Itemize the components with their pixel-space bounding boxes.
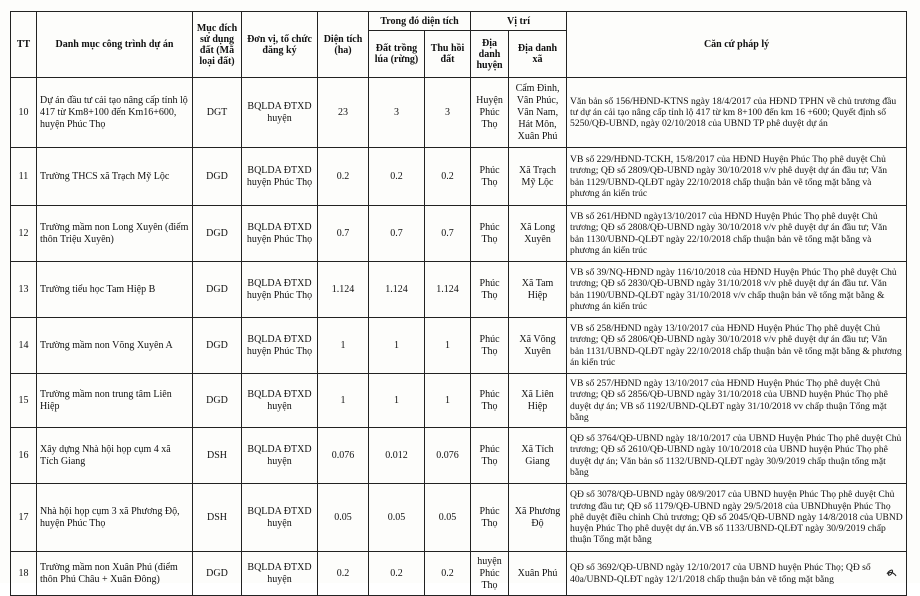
cell-area: 0.05 (318, 484, 369, 552)
cell-area: 0.076 (318, 428, 369, 484)
cell-rice-land: 0.012 (369, 428, 425, 484)
cell-area: 0.2 (318, 552, 369, 596)
cell-tt: 18 (11, 552, 37, 596)
cell-registering-unit: BQLDA ĐTXD huyện (242, 484, 318, 552)
cell-commune: Xã Trạch Mỹ Lộc (509, 148, 567, 206)
cell-area: 23 (318, 78, 369, 148)
table-row (11, 552, 907, 596)
cell-recovered-land: 0.05 (425, 484, 471, 552)
cell-rice-land: 3 (369, 78, 425, 148)
cell-land-purpose: DGD (193, 552, 242, 596)
cell-registering-unit: BQLDA ĐTXD huyện (242, 552, 318, 596)
cell-rice-land: 1.124 (369, 262, 425, 318)
cell-legal-basis: VB số 39/NQ-HĐND ngày 116/10/2018 của HĐND Huyện Phúc Thọ phê duyệt Chủ trương; QĐ số 2830/QĐ-UBND ngày 31/10/2018 v/v phê duyệt dự án đầu tư. Văn bản 1190/UBND-QLĐT ngày 31/10/2018 v/v chấp thuận bản vẽ tổng mặt bằng & phương án kiến trúc (567, 262, 907, 318)
header-recovered-land: Thu hồi đất (425, 31, 471, 78)
cell-district: Huyện Phúc Thọ (471, 78, 509, 148)
cell-legal-basis: VB số 258/HĐND ngày 13/10/2017 của HĐND Huyện Phúc Thọ phê duyệt Chủ trương; QĐ số 2806/QĐ-UBND ngày 30/10/2018 v/v phê duyệt dự án đầu tư; Văn bản 1131/UBND-QLĐT ngày 22/10/2018 chấp thuận bản vẽ tổng mặt bằng & phương án kiến trúc (567, 318, 907, 374)
header-location: Vị trí (471, 12, 567, 31)
header-area: Diện tích (ha) (318, 12, 369, 78)
cell-tt: 15 (11, 374, 37, 428)
cell-recovered-land: 0.2 (425, 552, 471, 596)
table-row (11, 262, 907, 318)
cell-legal-basis: QĐ số 3692/QĐ-UBND ngày 12/10/2017 của UBND huyện Phúc Thọ; QĐ số 40a/UBND-QLĐT ngày 12/1/2018 chấp thuận bản vẽ tổng mặt bằng (567, 552, 907, 596)
table-row (11, 428, 907, 484)
cell-rice-land: 1 (369, 318, 425, 374)
cell-legal-basis: VB số 261/HĐND ngày13/10/2017 của HĐND Huyện Phúc Thọ phê duyệt Chủ trương; QĐ số 2808/QĐ-UBND ngày 30/10/2018 v/v phê duyệt dự án đầu tư; Văn bản 1130/UBND-QLĐT ngày 22/10/2018 chấp thuận bản vẽ tổng mặt bằng và phương án kiến trúc (567, 206, 907, 262)
table-row (11, 318, 907, 374)
cell-project-name: Trường mầm non Võng Xuyên A (37, 318, 193, 374)
cell-area: 1.124 (318, 262, 369, 318)
table-row (11, 78, 907, 148)
cell-recovered-land: 1 (425, 374, 471, 428)
cell-recovered-land: 3 (425, 78, 471, 148)
cell-registering-unit: BQLDA ĐTXD huyện Phúc Thọ (242, 206, 318, 262)
header-land-purpose: Mục đích sử dụng đất (Mã loại đất) (193, 12, 242, 78)
cell-legal-basis: QĐ số 3764/QĐ-UBND ngày 18/10/2017 của UBND Huyện Phúc Thọ phê duyệt Chủ trương; QĐ số 2610/QĐ-UBND ngày 10/10/2018 của UBND huyện Phúc Thọ phê duyệt dự án; Văn bản số 1132/UBND-QLĐT ngày 30/9/2019 chấp thuận tổng mặt bằng (567, 428, 907, 484)
cell-land-purpose: DGD (193, 262, 242, 318)
cell-recovered-land: 0.076 (425, 428, 471, 484)
cell-recovered-land: 0.2 (425, 148, 471, 206)
cell-district: Phúc Thọ (471, 318, 509, 374)
header-project-name: Danh mục công trình dự án (37, 12, 193, 78)
cell-rice-land: 0.2 (369, 552, 425, 596)
cell-land-purpose: DGD (193, 206, 242, 262)
cell-commune: Xã Tam Hiệp (509, 262, 567, 318)
cell-commune: Xã Võng Xuyên (509, 318, 567, 374)
table-row (11, 484, 907, 552)
handwritten-mark-icon (884, 565, 898, 579)
cell-district: Phúc Thọ (471, 148, 509, 206)
cell-land-purpose: DSH (193, 484, 242, 552)
header-registering-unit: Đơn vị, tổ chức đăng ký (242, 12, 318, 78)
header-district: Địa danh huyện (471, 31, 509, 78)
cell-legal-basis: VB số 257/HĐND ngày 13/10/2017 của HĐND Huyện Phúc Thọ phê duyệt Chủ trương; QĐ số 2856/QĐ-UBND ngày 31/10/2018 của UBND huyện Phúc Thọ phê duyệt dự án; VB số 1192/UBND-QLĐT ngày 31/10/2018 vv chấp thuận Tổng mặt bằng (567, 374, 907, 428)
cell-project-name: Trường THCS xã Trạch Mỹ Lộc (37, 148, 193, 206)
cell-land-purpose: DGT (193, 78, 242, 148)
cell-district: Phúc Thọ (471, 206, 509, 262)
cell-tt: 10 (11, 78, 37, 148)
cell-registering-unit: BQLDA ĐTXD huyện Phúc Thọ (242, 318, 318, 374)
cell-area: 0.7 (318, 206, 369, 262)
cell-tt: 17 (11, 484, 37, 552)
table-row (11, 374, 907, 428)
cell-commune: Xã Liên Hiệp (509, 374, 567, 428)
cell-district: Phúc Thọ (471, 262, 509, 318)
cell-recovered-land: 1.124 (425, 262, 471, 318)
cell-rice-land: 0.05 (369, 484, 425, 552)
cell-rice-land: 0.7 (369, 206, 425, 262)
header-legal-basis: Căn cứ pháp lý (567, 12, 907, 78)
cell-project-name: Nhà hội họp cụm 3 xã Phương Độ, huyện Phúc Thọ (37, 484, 193, 552)
cell-registering-unit: BQLDA ĐTXD huyện (242, 374, 318, 428)
table-row (11, 206, 907, 262)
cell-land-purpose: DGD (193, 148, 242, 206)
cell-project-name: Trường mầm non Xuân Phú (điểm thôn Phú Châu + Xuân Đông) (37, 552, 193, 596)
cell-recovered-land: 0.7 (425, 206, 471, 262)
cell-tt: 12 (11, 206, 37, 262)
cell-project-name: Trường tiểu học Tam Hiệp B (37, 262, 193, 318)
cell-tt: 14 (11, 318, 37, 374)
cell-area: 1 (318, 374, 369, 428)
cell-land-purpose: DGD (193, 374, 242, 428)
table-row (11, 148, 907, 206)
cell-tt: 13 (11, 262, 37, 318)
table-header-row (11, 12, 907, 31)
land-use-project-table (10, 11, 907, 596)
header-of-which-area: Trong đó diện tích (369, 12, 471, 31)
cell-district: Phúc Thọ (471, 484, 509, 552)
cell-registering-unit: BQLDA ĐTXD huyện (242, 78, 318, 148)
cell-land-purpose: DGD (193, 318, 242, 374)
cell-rice-land: 1 (369, 374, 425, 428)
cell-legal-basis: QĐ số 3078/QĐ-UBND ngày 08/9/2017 của UBND huyện Phúc Thọ phê duyệt Chủ trương đầu tư; QĐ số 1179/QĐ-UBND ngày 29/5/2018 của UBNDhuyện Phúc Thọ phê duyệt điều chỉnh Chủ trương; QĐ số 2045/QĐ-UBND ngày 14/8/2018 của UBND huyện Phúc Thọ phê duyệt dự án.VB số 1133/UBND-QLĐT ngày 30/9/2019 chấp thuận Tổng mặt bằng (567, 484, 907, 552)
cell-district: huyện Phúc Thọ (471, 552, 509, 596)
cell-area: 1 (318, 318, 369, 374)
cell-project-name: Trường mầm non Long Xuyên (điểm thôn Triệu Xuyên) (37, 206, 193, 262)
cell-land-purpose: DSH (193, 428, 242, 484)
cell-project-name: Dự án đầu tư cải tạo nâng cấp tỉnh lộ 417 từ Km8+100 đến Km16+600, huyện Phúc Thọ (37, 78, 193, 148)
cell-tt: 11 (11, 148, 37, 206)
cell-project-name: Xây dựng Nhà hội họp cụm 4 xã Tích Giang (37, 428, 193, 484)
cell-rice-land: 0.2 (369, 148, 425, 206)
cell-district: Phúc Thọ (471, 374, 509, 428)
header-commune: Địa danh xã (509, 31, 567, 78)
cell-area: 0.2 (318, 148, 369, 206)
cell-registering-unit: BQLDA ĐTXD huyện (242, 428, 318, 484)
cell-recovered-land: 1 (425, 318, 471, 374)
cell-legal-basis: Văn bản số 156/HĐND-KTNS ngày 18/4/2017 của HĐND TPHN về chủ trương đầu tư dự án cải tạo nâng cấp tỉnh lộ 417 từ km 8+100 đến km 16 +600; Quyết định số 5250/QĐ-UBND, ngày 02/10/2018 của UBND TP phê duyệt dự án (567, 78, 907, 148)
header-tt: TT (11, 12, 37, 78)
cell-registering-unit: BQLDA ĐTXD huyện Phúc Thọ (242, 262, 318, 318)
cell-registering-unit: BQLDA ĐTXD huyện Phúc Thọ (242, 148, 318, 206)
cell-tt: 16 (11, 428, 37, 484)
cell-district: Phúc Thọ (471, 428, 509, 484)
cell-commune: Xã Long Xuyên (509, 206, 567, 262)
cell-legal-basis: VB số 229/HĐND-TCKH, 15/8/2017 của HĐND Huyện Phúc Thọ phê duyệt Chủ trương; QĐ số 2809/QĐ-UBND ngày 30/10/2018 v/v phê duyệt dự án đầu tư; Văn bản 1129/UBND-QLĐT ngày 22/10/2018 chấp thuận bản vẽ tổng mặt bằng và phương án kiến trúc (567, 148, 907, 206)
cell-commune: Cẩm Đình, Vân Phúc, Vân Nam, Hát Môn, Xuân Phú (509, 78, 567, 148)
cell-commune: Xuân Phú (509, 552, 567, 596)
cell-commune: Xã Phương Độ (509, 484, 567, 552)
header-rice-land: Đất trồng lúa (rừng) (369, 31, 425, 78)
cell-project-name: Trường mầm non trung tâm Liên Hiệp (37, 374, 193, 428)
cell-commune: Xã Tích Giang (509, 428, 567, 484)
